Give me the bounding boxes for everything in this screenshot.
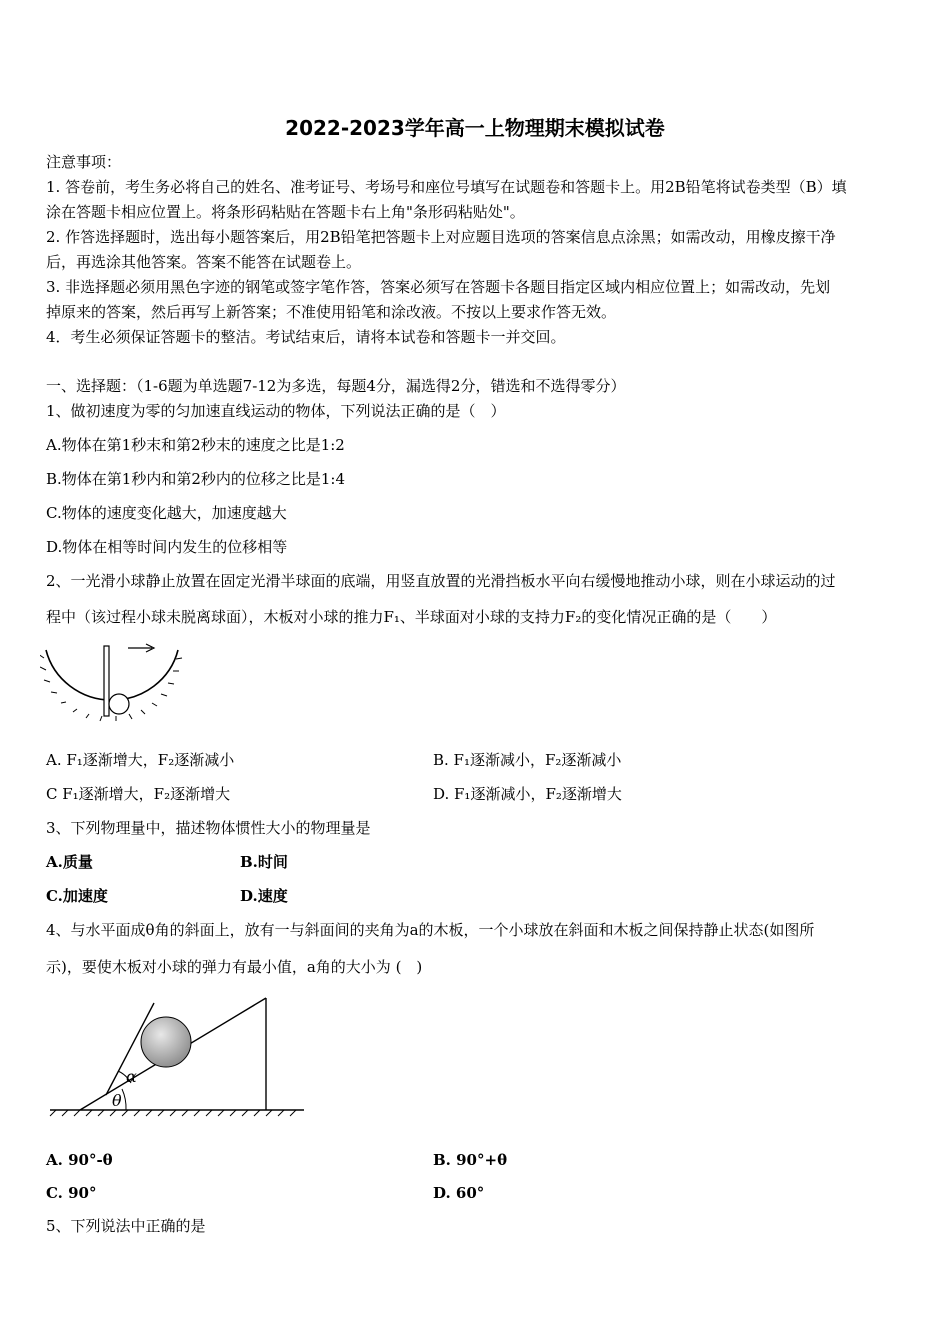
q2-option-a: A. F₁逐渐增大，F₂逐渐减小 (46, 751, 235, 769)
page-title: 2022-2023学年高一上物理期末模拟试卷 (285, 116, 665, 140)
q1-option-a: A.物体在第1秒末和第2秒末的速度之比是1:2 (46, 436, 345, 454)
hemisphere-arc (46, 650, 178, 700)
theta-arc (122, 1089, 126, 1110)
q2-option-d: D. F₁逐渐减小，F₂逐渐增大 (433, 785, 622, 803)
ball (141, 1017, 191, 1067)
notice-heading: 注意事项： (46, 153, 122, 171)
ground-hatching (50, 1110, 296, 1116)
q1-option-b: B.物体在第1秒内和第2秒内的位移之比是1:4 (46, 470, 346, 488)
q2-hemisphere-figure (40, 640, 190, 724)
notice-line-2: 涂在答题卡相应位置上。将条形码粘贴在答题卡右上角"条形码粘贴处"。 (46, 203, 525, 221)
notice-line-3: 2. 作答选择题时，选出每小题答案后，用2B铅笔把答题卡上对应题目选项的答案信息点涂黑；如需改动，用橡皮擦干净 (46, 228, 836, 246)
notice-line-1: 1. 答卷前，考生务必将自己的姓名、准考证号、考场号和座位号填写在试题卷和答题卡上。用2B铅笔将试卷类型（B）填 (46, 178, 847, 196)
q5-stem: 5、下列说法中正确的是 (46, 1217, 206, 1235)
small-ball (109, 694, 129, 714)
baffle-board (104, 646, 109, 716)
q4-option-a: A. 90°-θ (46, 1151, 113, 1169)
q4-incline-figure (46, 995, 308, 1125)
q3-option-a: A.质量 (46, 853, 93, 871)
theta-label: θ (112, 1091, 122, 1110)
notice-line-5: 3. 非选择题必须用黑色字迹的钢笔或签字笔作答，答案必须写在答题卡各题目指定区域内相应位置上；如需改动，先划 (46, 278, 831, 296)
q1-stem: 1、做初速度为零的匀加速直线运动的物体，下列说法正确的是（ ） (46, 402, 506, 420)
q4-stem-line-1: 4、与水平面成θ角的斜面上，放有一与斜面间的夹角为a的木板，一个小球放在斜面和木板之间保持静止状态(如图所 (46, 921, 815, 939)
q2-stem-line-1: 2、一光滑小球静止放置在固定光滑半球面的底端，用竖直放置的光滑挡板水平向右缓慢地推动小球，则在小球运动的过 (46, 572, 836, 590)
q4-option-b: B. 90°+θ (433, 1151, 508, 1169)
q4-option-d: D. 60° (433, 1184, 485, 1202)
q3-stem: 3、下列物理量中，描述物体惯性大小的物理量是 (46, 819, 371, 837)
q3-option-d: D.速度 (240, 887, 288, 905)
notice-line-6: 掉原来的答案，然后再写上新答案；不准使用铅笔和涂改液。不按以上要求作答无效。 (46, 303, 617, 321)
q1-option-c: C.物体的速度变化越大，加速度越大 (46, 504, 287, 522)
notice-line-7: 4．考生必须保证答题卡的整洁。考试结束后，请将本试卷和答题卡一并交回。 (46, 328, 566, 346)
q2-option-b: B. F₁逐渐减小，F₂逐渐减小 (433, 751, 622, 769)
q3-option-c: C.加速度 (46, 887, 108, 905)
notice-line-4: 后，再选涂其他答案。答案不能答在试题卷上。 (46, 253, 362, 271)
q2-option-c: C F₁逐渐增大，F₂逐渐增大 (46, 785, 231, 803)
section-heading: 一、选择题：（1-6题为单选题7-12为多选，每题4分，漏选得2分，错选和不选得零分） (46, 377, 626, 395)
q3-option-b: B.时间 (240, 853, 288, 871)
q4-option-c: C. 90° (46, 1184, 97, 1202)
q2-stem-line-2: 程中（该过程小球未脱离球面），木板对小球的推力F₁、半球面对小球的支持力F₂的变化情况正确的是（ ） (46, 608, 777, 626)
alpha-label: α (126, 1067, 137, 1086)
q4-stem-line-2: 示)，要使木板对小球的弹力有最小值，a角的大小为 ( ) (46, 958, 423, 976)
q1-option-d: D.物体在相等时间内发生的位移相等 (46, 538, 288, 556)
